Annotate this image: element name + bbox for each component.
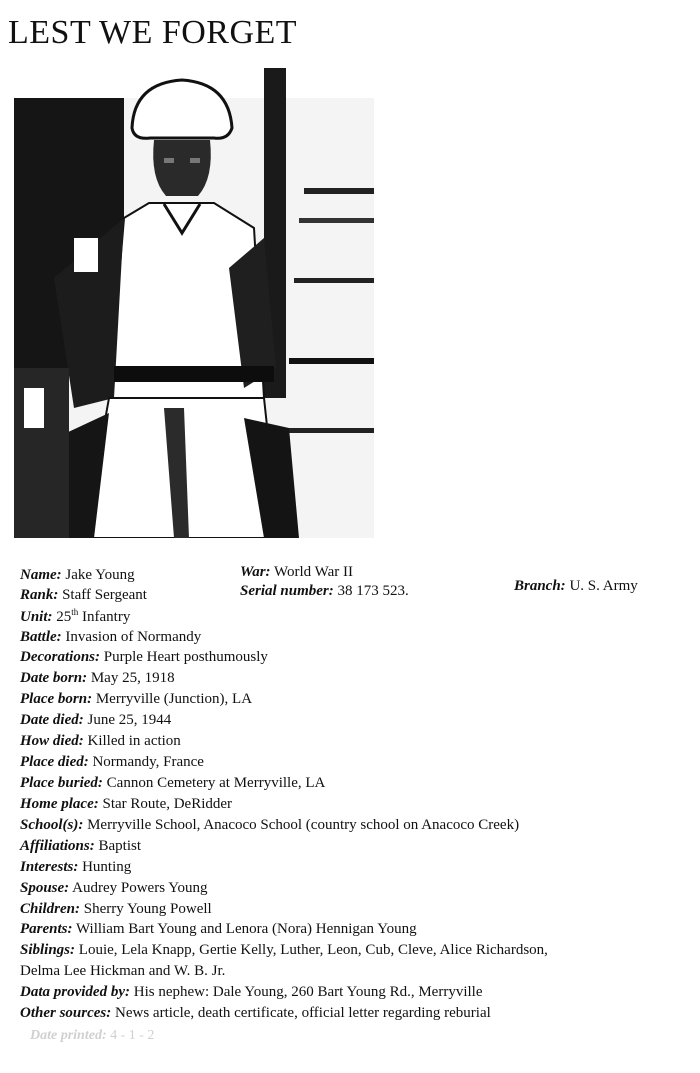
unit-value [56,609,130,625]
date-printed-field [30,1027,154,1045]
date-born-field [20,669,175,687]
date-born-label: Date born: [20,670,88,686]
war-value: World War II [274,564,353,580]
affiliations-field [20,837,141,855]
date-printed-label: Date printed: [30,1028,107,1043]
home-place-label: Home place: [20,796,99,812]
place-born-field [20,690,252,708]
serial-label: Serial number: [240,583,334,599]
place-died-label: Place died: [20,754,89,770]
date-printed-value: 4 - 1 - 2 [110,1028,155,1043]
how-died-field [20,732,181,750]
parents-value: William Bart Young and Lenora (Nora) Hennigan Young [75,921,417,937]
data-provided-field [20,983,482,1001]
date-born-value: May 25, 1918 [90,670,175,686]
parents-label: Parents: [20,921,73,937]
data-provided-value: His nephew: Dale Young, 260 Bart Young Rd., Merryville [133,984,483,1000]
data-provided-label: Data provided by: [20,984,130,1000]
unit-field [20,608,130,626]
decorations-value: Purple Heart posthumously [103,649,268,665]
children-value: Sherry Young Powell [83,901,212,917]
place-born-value: Merryville (Junction), LA [95,691,253,707]
date-died-field [20,711,171,729]
branch-field [514,577,638,595]
serial-value: 38 173 523. [337,583,409,599]
children-field [20,900,212,918]
other-sources-field [20,1004,491,1022]
affiliations-label: Affiliations: [20,838,95,854]
place-buried-value: Cannon Cemetery at Merryville, LA [106,775,326,791]
unit-number: 25 [56,609,72,625]
interests-label: Interests: [20,859,79,875]
serial-field [240,582,409,600]
place-born-label: Place born: [20,691,93,707]
branch-label: Branch: [514,578,566,594]
interests-field [20,858,131,876]
home-place-field [20,795,232,813]
children-label: Children: [20,901,81,917]
rank-label: Rank: [20,587,59,603]
how-died-value: Killed in action [87,733,181,749]
battle-label: Battle: [20,629,62,645]
parents-field [20,920,417,938]
siblings-label: Siblings: [20,942,76,958]
spouse-label: Spouse: [20,880,70,896]
place-buried-label: Place buried: [20,775,103,791]
page-title: LEST WE FORGET [8,14,298,51]
schools-value: Merryville School, Anacoco School (country school on Anacoco Creek) [87,817,520,833]
name-label: Name: [20,567,62,583]
place-died-field [20,753,204,771]
place-died-value: Normandy, France [92,754,204,770]
date-died-label: Date died: [20,712,84,728]
rank-value: Staff Sergeant [62,587,147,603]
how-died-label: How died: [20,733,84,749]
spouse-field [20,879,208,897]
schools-field [20,816,519,834]
decorations-field [20,648,268,666]
unit-label: Unit: [20,609,53,625]
other-sources-label: Other sources: [20,1005,112,1021]
other-sources-value: News article, death certificate, official letter regarding reburial [115,1005,491,1021]
place-buried-field [20,774,325,792]
soldier-photo [14,68,374,538]
war-field [240,563,353,581]
name-value: Jake Young [65,567,135,583]
battle-field [20,628,201,646]
name-field [20,566,135,584]
battle-value: Invasion of Normandy [65,629,202,645]
rank-field [20,586,147,604]
schools-label: School(s): [20,817,84,833]
siblings-field [20,941,548,959]
interests-value: Hunting [82,859,132,875]
unit-ordinal: th [71,607,79,617]
siblings-value-line2: Delma Lee Hickman and W. B. Jr. [20,963,226,979]
war-label: War: [240,564,271,580]
siblings-value-line1: Louie, Lela Knapp, Gertie Kelly, Luther, Leon, Cub, Cleve, Alice Richardson, [78,942,548,958]
unit-rest: Infantry [78,609,131,625]
siblings-continuation [20,962,225,980]
affiliations-value: Baptist [98,838,142,854]
spouse-value: Audrey Powers Young [72,880,208,896]
date-died-value: June 25, 1944 [87,712,172,728]
home-place-value: Star Route, DeRidder [102,796,233,812]
decorations-label: Decorations: [20,649,100,665]
branch-value: U. S. Army [569,578,638,594]
